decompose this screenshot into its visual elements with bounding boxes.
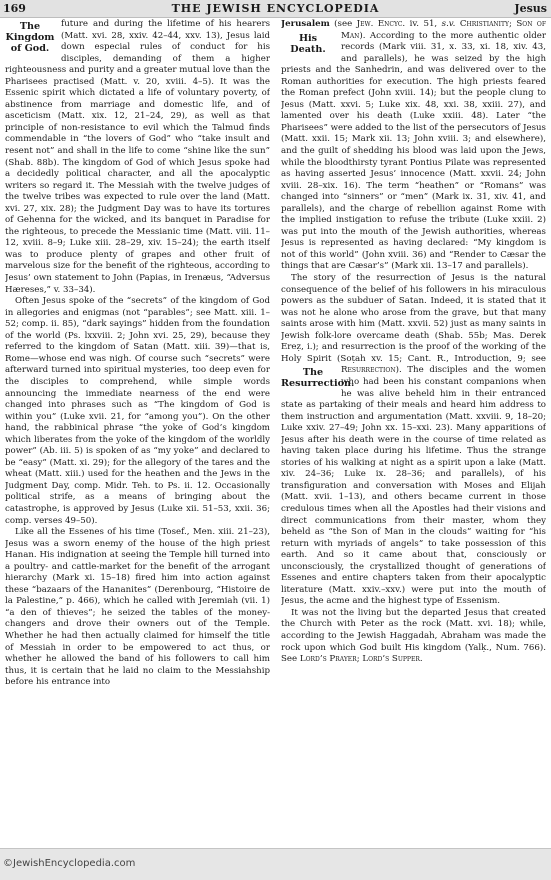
continued-headword: Jerusalem (281, 19, 330, 29)
paragraph: The Kingdom of God. future and during the lifetime of his hearers (Matt. xvi. 28, xxiv. 42–44, xxv. 13), Jesus laid down especial rules of conduct for his disciples, demanding of them a higher righteousness and purity and a greater mutual love than the Pharisees practised (Matt. v. 20, xviii. 4–5). It was the Essenic spirit which dictated a life of voluntary poverty, of abstinence from marriage and domestic life, and of asceticism (Matt. xix. 12, 21–24, 29), as well as that principle of non-resistance to evil which the Talmud finds commendable in “the lovers of God” who “take insult and resent not” and shall in the life to come “shine like the sun” (Shab. 88b). The kingdom of God of which Jesus spoke had a decidedly political character, and all the apocalyptic writers so regard it. The Messiah with the twelve judges of the twelve tribes was expected to rule over the land (Matt. xvi. 27, xix. 28); the Judgment Day was to have its tortures of Gehenna for the wicked, and its banquet in Paradise for the righteous, to precede the Messianic time (Matt. viii. 11–12, xviii. 8–9; Luke xiii. 28–29, xiv. 15–24); the earth itself was to produce plenty of grapes and other fruit of marvelous size for the benefit of the righteous, according to Jesus’ own statement to John (Papias, in Irenæus, “Adversus Hæreses,” v. 33–34). (5, 19, 270, 295)
cross-reference[interactable]: Son of Man (341, 19, 546, 41)
cross-reference[interactable]: Jew. Encyc. (356, 19, 406, 29)
cross-reference[interactable]: Lord’s Prayer (299, 654, 357, 665)
page-number: 169 (3, 2, 26, 15)
sidenote-his-death: His Death. (290, 32, 326, 55)
paragraph: Often Jesus spoke of the “secrets” of the kingdom of God in allegories and enigmas (not “parables”; see Matt. xiii. 1–52; comp. ii. 85), “dark sayings” hidden from the foundation of the world (Ps. lxxviii. 2; John xvi. 25, 29), because they referred to the kingdom of Satan (Matt. xiii. 39)—that is, Rome—whose end was nigh. Of course such “secrets” were afterward turned into spiritual mysteries, too deep even for the disciples to comprehend, while simple words announcing the immediate nearness of the end were changed into phrases such as “The kingdom of God is within you” (Luke xvii. 21, for “among you”). On the other hand, the rabbinical phrase “the yoke of God’s kingdom which liberates from the yoke of the kingdom of the worldly power” (Ab. iii. 5) is spoken of as “my yoke” and declared to be “easy” (Matt. xi. 29); for the allegory of the tares and the wheat (Matt. xiii.) used for the heathen and the Jews in the Judgment Day, comp. Midr. Teh. to Ps. ii. 12. Occasionally political strife, as a means of bringing about the catastrophe, is approved by Jesus (Luke xii. 51–53, xxii. 36; comp. verses 49–50). (5, 296, 270, 526)
sidenote-the-resurrection: The Resurrection. (281, 367, 355, 390)
paragraph: Like all the Essenes of his time (Tosef., Men. xiii. 21–23), Jesus was a sworn enemy of the house of the high priest Hanan. His indignation at seeing the Temple hill turned into a poultry- and cattle-market for the benefit of the arrogant hierarchy (Mark xi. 15–18) fired him into action against these “bazaars of the Hananites” (Derenbourg, “Histoire de la Palestine,” p. 466), which he called with Jeremiah (vii. 1) “a den of thieves”; he seized the tables of the money-changers and drove their owners out of the Temple. Whether he had then actually claimed for himself the title of Messiah in order to be empowered to act thus, or whether he allowed the band of his followers to call him thus, it is certain that he laid no claim to the Messiahship before his entrance into (5, 527, 270, 688)
running-headword: Jesus (514, 2, 547, 15)
paragraph: It was not the living but the departed Jesus that created the Church with Peter as the rock (Matt. xvi. 18); while, according to the Jewish Haggadah, Abraham was made the rock upon which God built His kingdom (Yalḳ., Num. 766). See Lord’s Prayer; Lord’s Supper. (281, 607, 546, 665)
paragraph: Jerusalem (see Jew. Encyc. iv. 51, s.v. Christianity; Son of Man His Death. ). According to the more authentic older records (Mark viii. 31, x. 33, xi. 18, xiv. 43, and parallels), he was seized by the high priests and the Sanhedrin, and was delivered over to the Roman authorities for execution. The high priests feared the Roman prefect (John xviii. 14); but the people clung to Jesus (Matt. xxvi. 5; Luke xix. 48, xxi. 38, xxiii. 27), and lamented over his death (Luke xxiii. 48). Later “the Pharisees” were added to the list of the persecutors of Jesus (Matt. xxii. 15; Mark xii. 13; John xviii. 3; and elsewhere), and the guilt of shedding his blood was laid upon the Jews, while the bloodthirsty tyrant Pontius Pilate was represented as having asserted Jesus’ innocence (Matt. xxvii. 24; John xviii. 28–xix. 16). The term “heathen” or “Romans” was changed into “sinners” or “men” (Mark ix. 31, xiv. 41, and parallels), and the charge of rebellion against Rome with the implied instigation to refuse the tribute (Luke xxiii. 2) was put into the mouth of the Jewish authorities, whereas Jesus is represented as having declared: “My kingdom is not of this world” (John xviii. 36) and “Render to Cæsar the things that are Cæsar’s” (Mark xii. 13–17 and parallels). (281, 19, 546, 272)
page-header (0, 0, 551, 18)
paragraph: The story of the resurrection of Jesus is the natural consequence of the belief of his followers in his miraculous powers as the subduer of Satan. Indeed, it is stated that it was not he alone who arose from the grave, but that many saints arose with him (Matt. xxvii. 52) just as many saints in Jewish folk-lore overcame death (Shab. 55b; Mas. Derek Ereẓ, i.); and resurrection is the proof of the working of the Holy Spirit (Soṭah xv. 15; Cant. R., Introduction, 9; see Resurrection The Resurrection. ). The disciples and the women who had been his constant companions when he was alive beheld him in their entranced state as partaking of their meals and heard him address to them instruction and argumentation (Matt. xxviii. 9, 18–20; Luke xxiv. 27–49; John xx. 15–xxi. 23). Many apparitions of Jesus after his death were in the course of time related as having taken place during his lifetime. Thus the strange stories of his walking at night as a spirit upon a lake (Matt. xiv. 24–36; Luke ix. 28–36; and parallels), of his transfiguration and conversation with Moses and Elijah (Matt. xvii. 1–13), and others became current in those credulous times when all the Apostles had their visions and direct communications from their master, whom they beheld as “the Son of Man in the clouds” waiting for “his return with myriads of angels” to take possession of this earth. And so it came about that, consciously or unconsciously, the crystallized thought of generations of Essenes and entire chapters taken from their apocalyptic literature (Matt. xxiv.–xxv.) were put into the mouth of Jesus, the acme and the highest type of Essenism. (281, 273, 546, 607)
cross-reference[interactable]: Resurrection (341, 365, 396, 376)
page-footer (0, 848, 551, 880)
cross-reference[interactable]: Christianity (459, 19, 509, 29)
cross-reference[interactable]: Lord’s Supper (362, 654, 420, 665)
right-column (281, 19, 546, 841)
paragraph-text: His Death. ). According to the more authentic older records (Mark viii. 31, x. 33, xi. 18, xiv. 43, and parallels), he was seized by the high priests and the Sanhedrin, and was delivered over to the Roman authorities for execution. The high priests feared the Roman prefect (John xviii. 14); but the people clung to Jesus (Matt. xxvi. 5; Luke xix. 48, xxi. 38, xxiii. 27), and lamented over his death (Luke xxiii. 48). Later “the Pharisees” were added to the list of the persecutors of Jesus (Matt. xxii. 15; Mark xii. 13; John xviii. 3; and elsewhere), and the guilt of shedding his blood was laid upon the Jews, while the bloodthirsty tyrant Pontius Pilate was represented as having asserted Jesus’ innocence (Matt. xxvii. 24; John xviii. 28–xix. 16). The term “heathen” or “Romans” was changed into “sinners” or “men” (Mark ix. 31, xiv. 41, and parallels), and the charge of rebellion against Rome with the implied instigation to refuse the tribute (Luke xxiii. 2) was put into the mouth of the Jewish authorities, whereas Jesus is represented as having declared: “My kingdom is not of this world” (John xviii. 36) and “Render to Cæsar the things that are Cæsar’s” (Mark xii. 13–17 and parallels). (281, 30, 546, 272)
running-title: THE JEWISH ENCYCLOPEDIA (171, 2, 380, 15)
copyright-credit: ©JewishEncyclopedia.com (3, 858, 136, 869)
sidenote-kingdom-of-god: The Kingdom of God. (5, 21, 55, 54)
left-column (5, 19, 270, 841)
